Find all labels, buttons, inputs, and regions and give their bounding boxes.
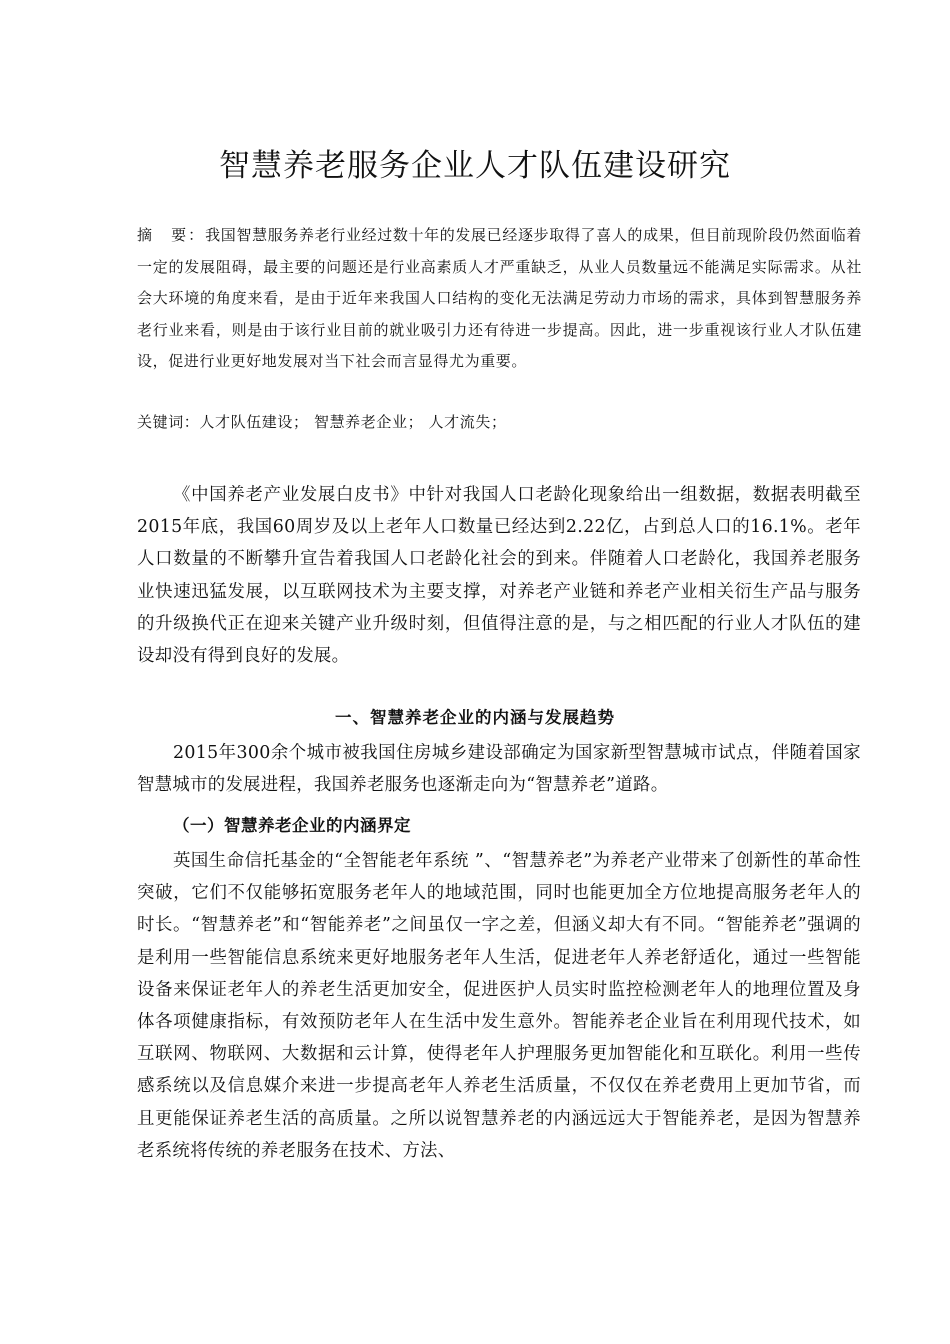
abstract-label: 摘 要： [137,226,206,244]
keywords-text: 人才队伍建设； 智慧养老企业； 人才流失； [199,413,507,431]
body-paragraph-3: 英国生命信托基金的“全智能老年系统 ”、“智慧养老”为养老产业带来了创新性的革命性突破，它们不仅能够拓宽服务老年人的地域范围，同时也能更加全方位地提高服务老年人的时长。“智慧养老”和“智能养老”之间虽仅一字之差，但涵义却大有不同。“智能养老”强调的是利用一些智能信息系统来更好地服务老年人生活，促进老年人养老舒适化，通过一些智能设备来保证老年人的养老生活更加安全，促进医护人员实时监控检测老年人的地理位置及身体各项健康指标，有效预防老年人在生活中发生意外。智能养老企业旨在利用现代技术，如互联网、物联网、大数据和云计算，使得老年人护理服务更加智能化和互联化。利用一些传感系统以及信息媒介来进一步提高老年人养老生活质量，不仅仅在养老费用上更加节省，而且更能保证养老生活的高质量。之所以说智慧养老的内涵远远大于智能养老，是因为智慧养老系统将传统的养老服务在技术、方法、 [137,851,861,1161]
body-paragraph-2: 2015年300余个城市被我国住房城乡建设部确定为国家新型智慧城市试点，伴随着国家智慧城市的发展进程，我国养老服务也逐渐走向为“智慧养老”道路。 [137,743,861,796]
keywords [137,408,862,436]
abstract-text: 我国智慧服务养老行业经过数十年的发展已经逐步取得了喜人的成果，但目前现阶段仍然面临着一定的发展阻碍，最主要的问题还是行业高素质人才严重缺乏，从业人员数量远不能满足实际需求。从社会大环境的角度来看，是由于近年来我国人口结构的变化无法满足劳动力市场的需求，具体到智慧服务养老行业来看，则是由于该行业目前的就业吸引力还有待进一步提高。因此，进一步重视该行业人才队伍建设，促进行业更好地发展对当下社会而言显得尤为重要。 [137,226,862,370]
abstract [137,220,862,378]
body-paragraph-1: 《中国养老产业发展白皮书》中针对我国人口老龄化现象给出一组数据，数据表明截至2015年底，我国60周岁及以上老年人口数量已经达到2.22亿，占到总人口的16.1%。老年人口数量的不断攀升宣告着我国人口老龄化社会的到来。伴随着人口老龄化，我国养老服务业快速迅猛发展，以互联网技术为主要支撑，对养老产业链和养老产业相关衍生产品与服务的升级换代正在迎来关键产业升级时刻，但值得注意的是，与之相匹配的行业人才队伍的建设却没有得到良好的发展。 [137,485,861,667]
section-heading-1: 一、智慧养老企业的内涵与发展趋势 [335,708,615,727]
keywords-label: 关键词： [137,413,200,431]
body-paragraph-2-block [137,737,861,801]
body-paragraph-1-block [137,479,861,672]
document-title: 智慧养老服务企业人才队伍建设研究 [219,148,731,184]
subsection-heading-1: （一）智慧养老企业的内涵界定 [173,816,411,835]
body-paragraph-3-block [137,845,861,1167]
